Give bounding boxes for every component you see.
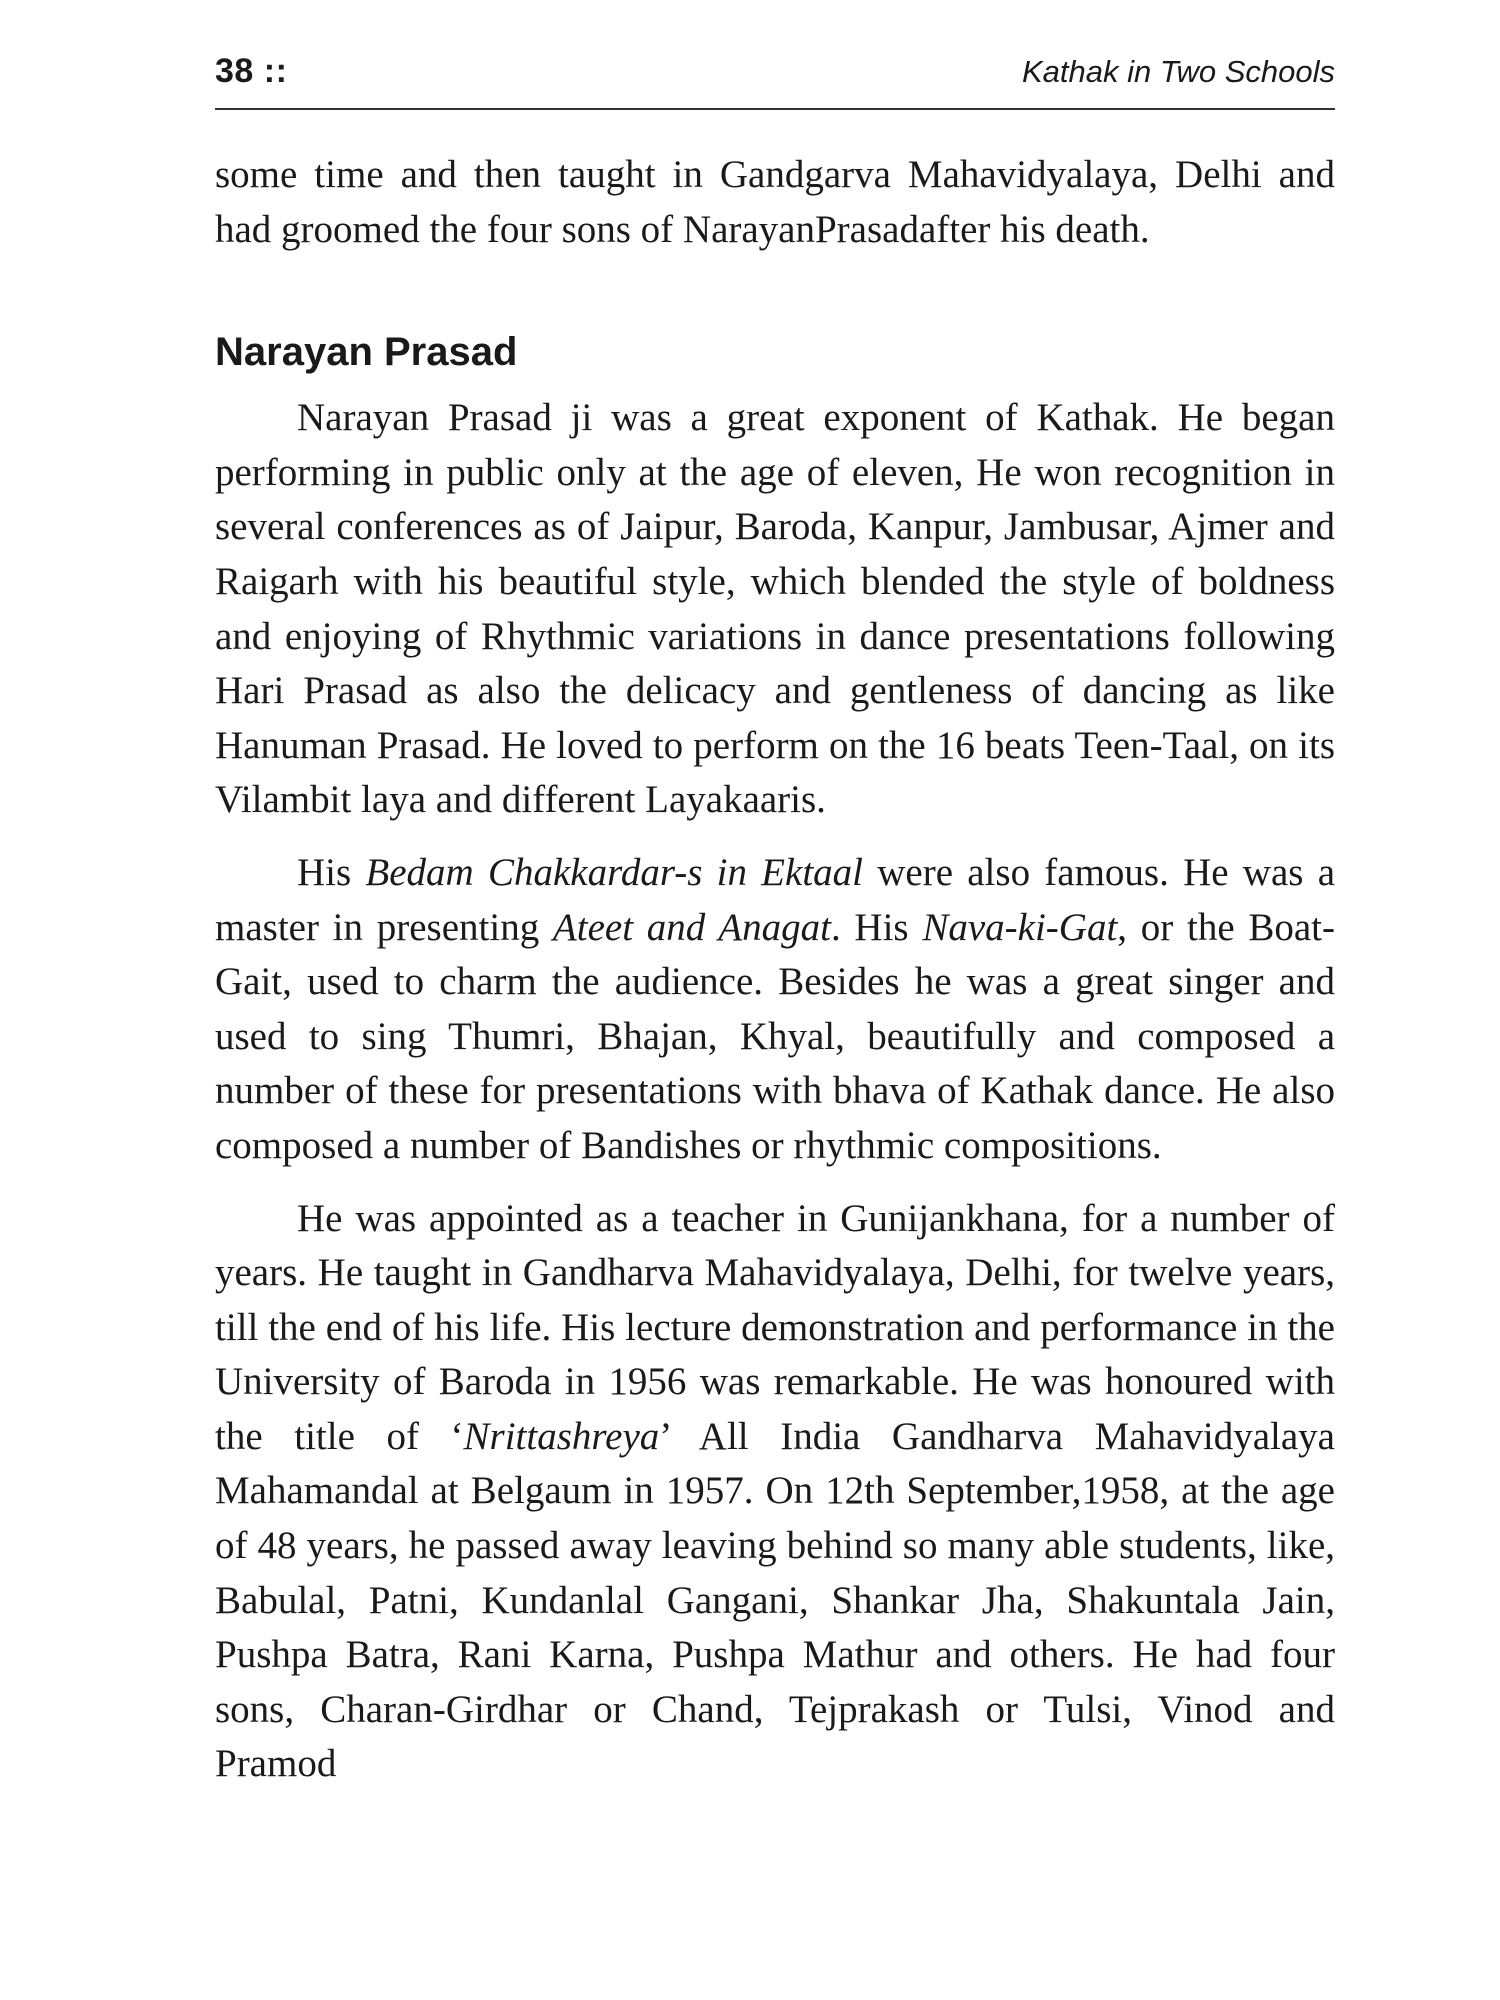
body-text [215,148,1335,1792]
paragraph-3-text: He was appointed as a teacher in Gunijankhana, for a number of years. He taught in Gandharva Mahavidyalaya, Delhi, for twelve years, till the end of his life. His lecture demonstration and performance in the University of Baroda in 1956 was remarkable. He was honoured with the title of ‘ [215,1196,1335,1458]
running-title: Kathak in Two Schools [1021,54,1335,89]
section-heading: Narayan Prasad [215,330,518,375]
paragraph-3 [215,1192,1335,1793]
paragraph-2-text: were also famous. He was a master in presenting [215,850,1335,949]
term-nava-ki-gat: Nava-ki-Gat [922,905,1118,949]
paragraph-2-text: . His [830,905,923,949]
running-header [215,50,1335,110]
paragraph-2 [215,846,1335,1174]
paragraph-3-text: ’ All India Gandharva Mahavidyalaya Mahamandal at Belgaum in 1957. On 12th September,1958, at the age of 48 years, he passed away leaving behind so many able students, like, Babulal, Patni, Kundanlal Gangani, Shankar Jha, Shakuntala Jain, Pushpa Batra, Rani Karna, Pushpa Mathur and others. He had four sons, Charan-Girdhar or Chand, Tejprakash or Tulsi, Vinod and Pramod [215,1414,1335,1786]
paragraph-2-text: His [297,850,366,894]
paragraph-2-text: , or the Boat-Gait, used to charm the audience. Besides he was a great singer and used to sing Thumri, Bhajan, Khyal, beautifully and composed a number of these for presentations with bhava of Kathak dance. He also composed a number of Bandishes or rhythmic compositions. [215,905,1336,1167]
term-ateet-anagat: Ateet and Anagat [552,905,831,949]
page-number: 38 :: [215,52,288,90]
term-nrittashreya: Nrittashreya [463,1414,660,1458]
paragraph-1: Narayan Prasad ji was a great exponent of Kathak. He began performing in public only at the age of eleven, He won recognition in several conferences as of Jaipur, Baroda, Kanpur, Jambusar, Ajmer and Raigarh with his beautiful style, which blended the style of boldness and enjoying of Rhythmic variations in dance presentations following Hari Prasad as also the delicacy and gentleness of dancing as like Hanuman Prasad. He loved to perform on the 16 beats Teen-Taal, on its Vilambit laya and different Layakaaris. [215,396,1335,822]
paragraph-continued: some time and then taught in Gandgarva Mahavidyalaya, Delhi and had groomed the four sons of NarayanPrasadafter his death. [215,153,1335,251]
term-bedam-chakkardar: Bedam Chakkardar-s in Ektaal [365,850,863,894]
header-rule [215,108,1335,110]
